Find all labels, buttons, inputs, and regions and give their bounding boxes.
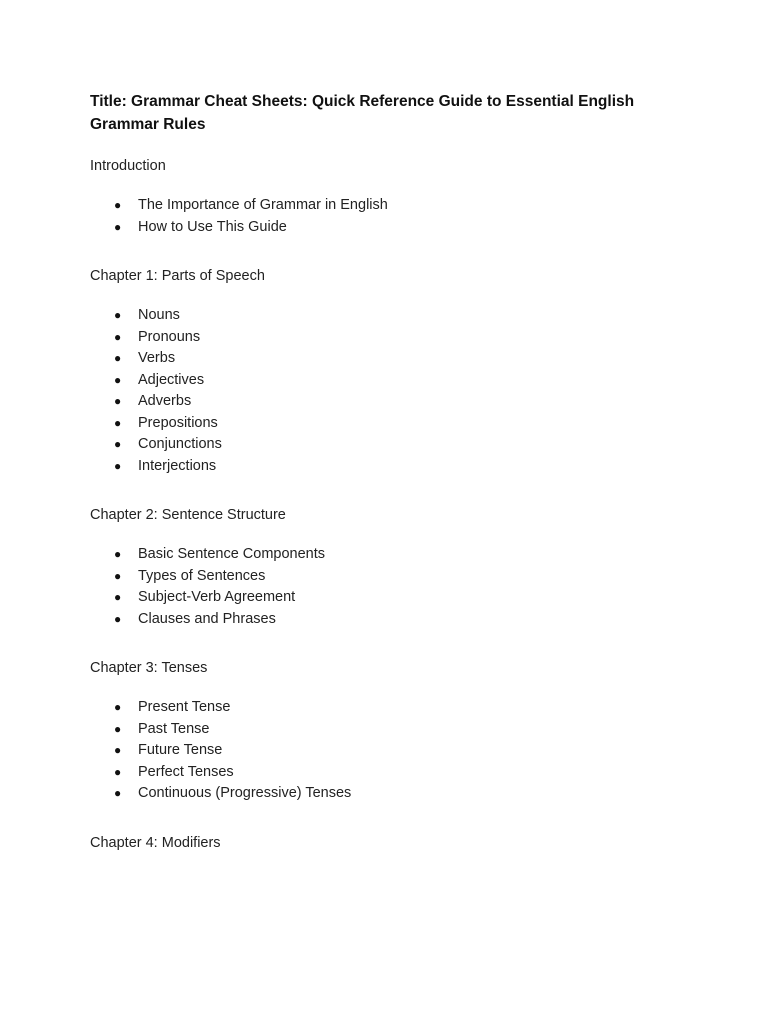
section-heading: Chapter 4: Modifiers [90,834,221,851]
bullet-icon: ● [114,743,122,757]
list-item-text: Future Tense [138,742,223,758]
bullet-list [90,697,678,805]
list-item [90,434,678,456]
list-item [90,370,678,392]
list-item [90,456,678,478]
section-1 [90,266,678,477]
bullet-icon: ● [114,372,122,387]
list-item-text: Perfect Tenses [138,763,234,780]
bullet-icon: ● [114,437,122,451]
list-item-text: Verbs [138,350,176,366]
bullet-icon: ● [114,308,122,322]
list-item [90,327,678,349]
list-item [90,566,678,588]
list-item [90,587,678,609]
bullet-icon: ● [114,219,122,234]
list-item-text: Continuous (Progressive) Tenses [138,785,352,801]
bullet-list [90,305,678,477]
bullet-icon: ● [114,721,122,736]
bullet-icon: ● [114,590,122,604]
bullet-icon: ● [114,611,122,626]
list-item [90,609,678,631]
list-item [90,697,678,719]
list-item-text: Adjectives [138,371,205,388]
bullet-list [90,195,678,238]
bullet-icon: ● [114,764,122,779]
list-item-text: The Importance of Grammar in English [138,197,388,213]
section-heading: Chapter 2: Sentence Structure [90,507,286,523]
list-item-text: Interjections [138,457,217,474]
section-2 [90,505,678,630]
bullet-icon: ● [114,547,122,561]
list-item-text: Nouns [138,307,180,323]
list-item-text: Pronouns [138,328,201,345]
list-item [90,783,678,805]
list-item-text: Present Tense [138,699,231,715]
list-item [90,719,678,741]
list-item-text: Subject-Verb Agreement [138,589,296,605]
document-body [90,156,678,853]
section-heading: Chapter 1: Parts of Speech [90,268,265,284]
list-item [90,305,678,327]
section-heading: Introduction [90,158,166,174]
section-4 [90,833,678,853]
list-item [90,391,678,413]
bullet-icon: ● [114,415,122,430]
bullet-icon: ● [114,568,122,583]
list-item-text: Prepositions [138,414,218,431]
list-item-text: Basic Sentence Components [138,546,325,562]
list-item-text: Adverbs [138,393,192,409]
document-title: Title: Grammar Cheat Sheets: Quick Reference Guide to Essential English Grammar Rules [90,93,635,133]
list-item [90,740,678,762]
list-item [90,217,678,239]
list-item [90,544,678,566]
section-heading: Chapter 3: Tenses [90,660,208,676]
bullet-icon: ● [114,458,122,473]
list-item [90,413,678,435]
list-item [90,348,678,370]
bullet-icon: ● [114,700,122,714]
section-3 [90,658,678,805]
list-item-text: Types of Sentences [138,567,266,584]
list-item [90,762,678,784]
bullet-icon: ● [114,351,122,365]
bullet-icon: ● [114,198,122,212]
list-item-text: Clauses and Phrases [138,610,276,627]
bullet-icon: ● [114,329,122,344]
bullet-icon: ● [114,394,122,408]
list-item-text: Past Tense [138,720,210,737]
list-item-text: Conjunctions [138,436,222,452]
list-item-text: How to Use This Guide [138,218,287,235]
bullet-list [90,544,678,630]
section-0 [90,156,678,238]
list-item [90,195,678,217]
bullet-icon: ● [114,786,122,800]
